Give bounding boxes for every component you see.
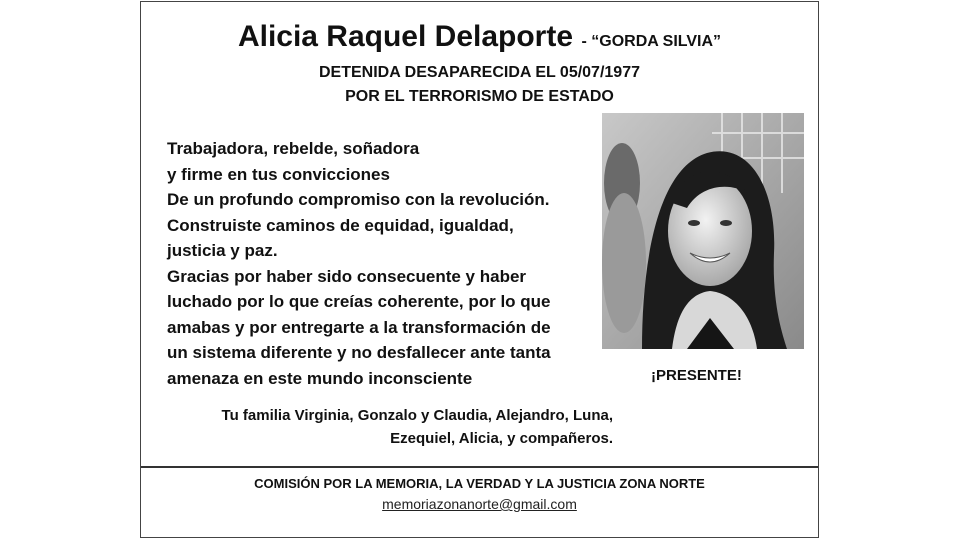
title-row xyxy=(141,20,818,54)
person-name: Alicia Raquel Delaporte xyxy=(237,20,574,53)
presente-label: ¡PRESENTE! xyxy=(651,367,742,384)
tribute-line: De un profundo compromiso con la revolución. xyxy=(167,190,550,209)
email-link[interactable]: memoriazonanorte@gmail.com xyxy=(382,496,577,512)
organization-name: COMISIÓN POR LA MEMORIA, LA VERDAD Y LA JUSTICIA ZONA NORTE xyxy=(254,476,705,491)
family-line-2: Ezequiel, Alicia, y compañeros. xyxy=(390,430,613,447)
family-signature xyxy=(222,404,613,450)
tribute-line: Gracias por haber sido consecuente y haber xyxy=(167,266,527,286)
disappearance-date-line: DETENIDA DESAPARECIDA EL 05/07/1977 xyxy=(319,64,640,81)
person-alias: - “GORDA SILVIA” xyxy=(581,33,722,50)
tribute-line: amabas y por entregarte a la transformación de xyxy=(167,317,551,337)
tribute-line: un sistema diferente y no desfallecer ante tanta xyxy=(167,343,551,362)
tribute-text xyxy=(167,136,607,391)
memorial-card xyxy=(140,1,819,538)
tribute-line: luchado por lo que creías coherente, por lo que xyxy=(167,292,551,311)
email-row xyxy=(141,496,818,512)
state-terrorism-line: POR EL TERRORISMO DE ESTADO xyxy=(345,88,614,105)
family-line-1: Tu familia Virginia, Gonzalo y Claudia, Alejandro, Luna, xyxy=(221,407,613,424)
tribute-line: Trabajadora, rebelde, soñadora xyxy=(167,139,420,158)
tribute-line: Construiste caminos de equidad, igualdad, xyxy=(167,215,514,235)
tribute-line: justicia y paz. xyxy=(167,241,278,260)
tribute-line: y firme en tus convicciones xyxy=(167,164,390,184)
tribute-line: amenaza en este mundo inconsciente xyxy=(167,368,473,388)
portrait-photo xyxy=(602,113,804,349)
footer-divider xyxy=(141,466,818,468)
